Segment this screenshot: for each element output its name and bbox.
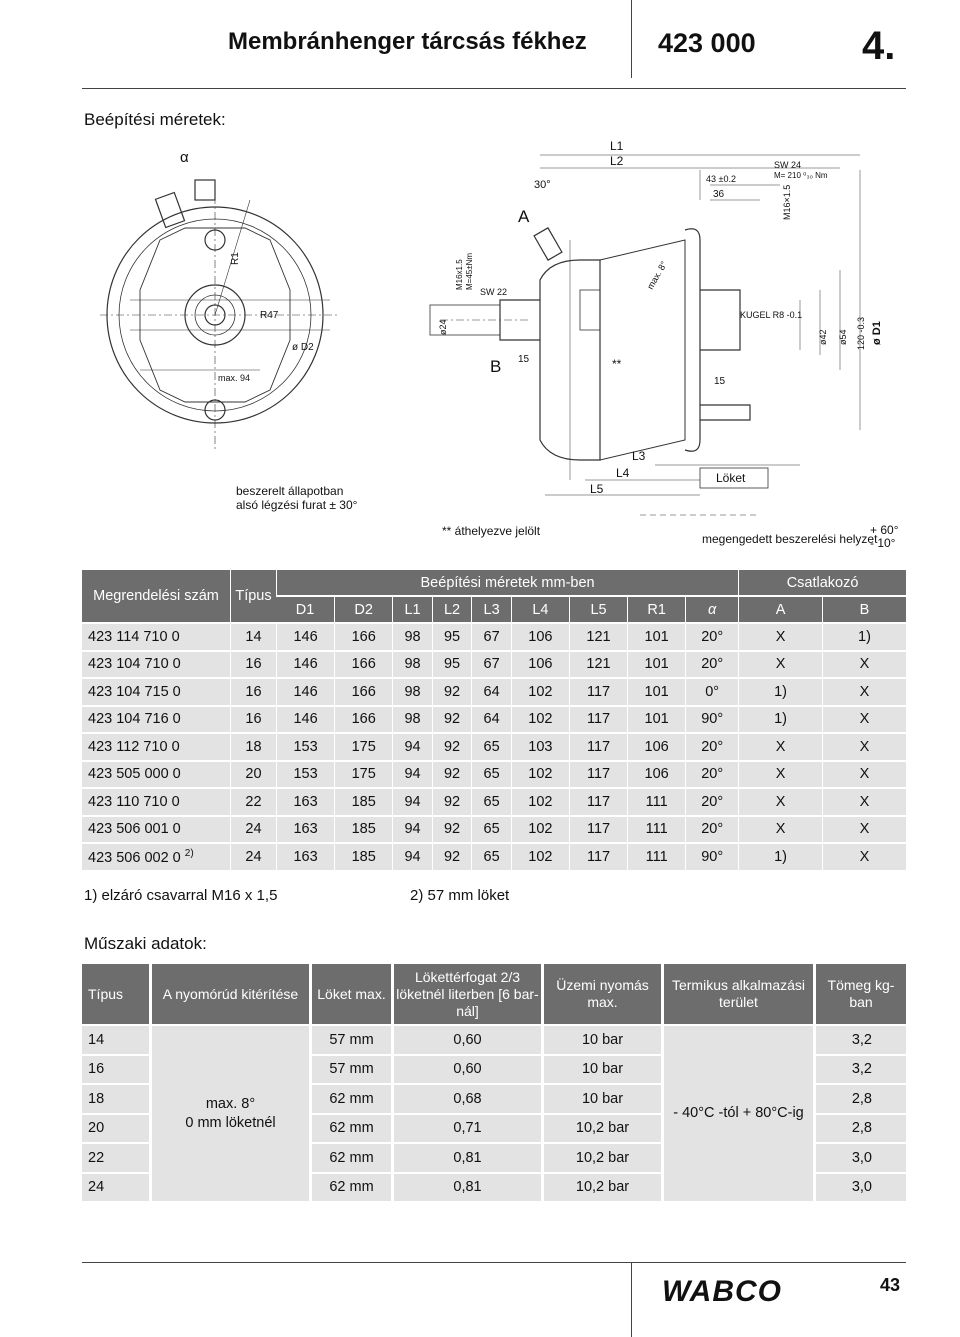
stroke-cell: 57 mm <box>312 1056 394 1086</box>
label-A: A <box>518 207 530 226</box>
table-cell: X <box>822 844 906 872</box>
table-cell: 117 <box>569 844 627 872</box>
table-cell: 106 <box>627 734 685 762</box>
table-cell: 65 <box>471 734 511 762</box>
volume-cell: 0,60 <box>394 1026 544 1056</box>
type-cell: 20 <box>82 1115 152 1145</box>
table-cell: 101 <box>627 679 685 707</box>
table-cell: 92 <box>432 707 472 735</box>
table-cell: 0° <box>685 679 738 707</box>
table-cell: 111 <box>627 789 685 817</box>
volume-cell: 0,71 <box>394 1115 544 1145</box>
table-cell: 166 <box>334 707 392 735</box>
label-L5: L5 <box>590 482 604 496</box>
table-cell: 92 <box>432 762 472 790</box>
table-cell: 1) <box>738 844 822 872</box>
table-cell: X <box>822 707 906 735</box>
page-title: Membránhenger tárcsás fékhez <box>228 28 587 55</box>
type-cell: 18 <box>82 1085 152 1115</box>
header-type: Típus <box>230 570 276 624</box>
table-row <box>82 762 906 790</box>
table-cell: 64 <box>471 707 511 735</box>
table-cell: 92 <box>432 817 472 845</box>
pressure-cell: 10 bar <box>544 1026 664 1056</box>
table-cell: 153 <box>276 762 334 790</box>
header-dimensions-group: Beépítési méretek mm-ben <box>276 570 738 597</box>
label-max94: max. 94 <box>218 373 251 383</box>
order-footnote-ref: 2) <box>184 847 194 859</box>
drawing-note-right: megengedett beszerelési helyzet <box>702 532 878 546</box>
table-cell: 16 <box>230 707 276 735</box>
footnote-1: 1) elzáró csavarral M16 x 1,5 <box>84 887 278 904</box>
header-col-l2: L2 <box>432 597 472 624</box>
label-L2: L2 <box>610 154 624 168</box>
table-cell: 94 <box>392 762 432 790</box>
label-dim15b: 15 <box>714 376 726 387</box>
drawing-tolerance <box>870 524 899 550</box>
table-cell: 90° <box>685 707 738 735</box>
order-number: 423 104 715 0 <box>88 683 181 700</box>
order-number-cell <box>82 817 230 845</box>
table-cell: 146 <box>276 652 334 680</box>
table-cell: 94 <box>392 734 432 762</box>
table-cell: 67 <box>471 624 511 652</box>
table-cell: 166 <box>334 652 392 680</box>
table-cell: 20° <box>685 652 738 680</box>
table-cell: 95 <box>432 624 472 652</box>
table-cell: X <box>738 624 822 652</box>
header-type: Típus <box>82 964 152 1026</box>
table-cell: 117 <box>569 762 627 790</box>
table-cell: 106 <box>627 762 685 790</box>
table-cell: X <box>822 817 906 845</box>
table-cell: 16 <box>230 652 276 680</box>
label-D2: ø D2 <box>292 342 314 353</box>
stroke-cell: 62 mm <box>312 1144 394 1174</box>
table-cell: 95 <box>432 652 472 680</box>
header-col-l1: L1 <box>392 597 432 624</box>
mass-cell: 3,2 <box>816 1026 906 1056</box>
order-number-cell <box>82 762 230 790</box>
table-cell: 92 <box>432 679 472 707</box>
label-30deg: 30° <box>534 179 551 191</box>
order-number: 423 112 710 0 <box>88 738 180 755</box>
label-alpha: α <box>180 149 189 166</box>
table-cell: X <box>822 679 906 707</box>
table-cell: 185 <box>334 817 392 845</box>
table-cell: 163 <box>276 789 334 817</box>
table-cell: 65 <box>471 762 511 790</box>
stroke-cell: 57 mm <box>312 1026 394 1056</box>
header-pressure: Üzemi nyomás max. <box>544 964 664 1026</box>
header-col-alpha: α <box>685 597 738 624</box>
pressure-cell: 10 bar <box>544 1085 664 1115</box>
label-torque210: M= 210 ⁰₃₀ Nm <box>774 171 828 180</box>
table-cell: 65 <box>471 817 511 845</box>
table-cell: 102 <box>511 844 569 872</box>
table-cell: 65 <box>471 844 511 872</box>
order-number-cell <box>82 624 230 652</box>
table-cell: 92 <box>432 789 472 817</box>
table-cell: 98 <box>392 707 432 735</box>
table-cell: 98 <box>392 652 432 680</box>
table-cell: 18 <box>230 734 276 762</box>
table-cell: 185 <box>334 789 392 817</box>
table-row <box>82 624 906 652</box>
table-row <box>82 789 906 817</box>
table-cell: 101 <box>627 652 685 680</box>
order-number: 423 110 710 0 <box>88 793 180 810</box>
table-cell: 16 <box>230 679 276 707</box>
volume-cell: 0,81 <box>394 1174 544 1204</box>
label-loket: Löket <box>716 471 746 485</box>
header-order-number: Megrendelési szám <box>82 570 230 624</box>
page-number: 43 <box>880 1275 901 1295</box>
order-number: 423 505 000 0 <box>88 766 181 783</box>
table-cell: X <box>822 762 906 790</box>
tolerance-minus: - 10° <box>870 536 896 550</box>
table-row <box>82 817 906 845</box>
section-title-dimensions: Beépítési méretek: <box>84 110 226 129</box>
table-cell: 146 <box>276 707 334 735</box>
table-row <box>82 707 906 735</box>
label-L4: L4 <box>616 466 630 480</box>
table-cell: 98 <box>392 624 432 652</box>
order-number: 423 104 716 0 <box>88 711 181 728</box>
table-cell: 153 <box>276 734 334 762</box>
temperature-cell: - 40°C -tól + 80°C-ig <box>664 1026 816 1203</box>
table-cell: 146 <box>276 679 334 707</box>
header-stroke: Löket max. <box>312 964 394 1026</box>
table-cell: 175 <box>334 734 392 762</box>
table-cell: 166 <box>334 679 392 707</box>
product-code: 423 000 <box>658 28 756 58</box>
header-col-r1: R1 <box>627 597 685 624</box>
table-cell: 102 <box>511 762 569 790</box>
label-L1: L1 <box>610 140 624 153</box>
section-title-technical-data: Műszaki adatok: <box>84 934 207 953</box>
footer-divider <box>631 1262 632 1337</box>
label-d120: 120 -0.3 <box>856 316 866 350</box>
table-cell: 20 <box>230 762 276 790</box>
label-d24: ø24 <box>438 319 448 335</box>
note-left-line1: beszerelt állapotban <box>236 484 344 498</box>
table-cell: 101 <box>627 707 685 735</box>
label-D1: ø D1 <box>871 321 883 345</box>
label-dim15a: 15 <box>518 354 530 365</box>
table-cell: 102 <box>511 707 569 735</box>
table-cell: 103 <box>511 734 569 762</box>
table-cell: X <box>738 762 822 790</box>
label-d54: ø54 <box>838 329 848 345</box>
header-volume: Lökettérfogat 2/3 löketnél literben [6 bar-nál] <box>394 964 544 1026</box>
stroke-cell: 62 mm <box>312 1174 394 1204</box>
label-max-angle: max. 8° <box>645 259 670 291</box>
header-connection: Csatlakozó <box>738 570 906 597</box>
table-cell: 163 <box>276 817 334 845</box>
table-cell: 94 <box>392 817 432 845</box>
order-number-cell <box>82 707 230 735</box>
table-cell: 1) <box>738 679 822 707</box>
label-sw24: SW 24 <box>774 160 802 170</box>
deflection-line1: max. 8° <box>205 1095 256 1112</box>
drawing-note-left <box>236 484 357 512</box>
table-cell: 117 <box>569 817 627 845</box>
label-m16b: M16x1.5 <box>455 259 464 290</box>
table-cell: 175 <box>334 762 392 790</box>
type-cell: 16 <box>82 1056 152 1086</box>
table-cell: 117 <box>569 707 627 735</box>
table-row <box>82 844 906 872</box>
pressure-cell: 10,2 bar <box>544 1174 664 1204</box>
table-cell: 166 <box>334 624 392 652</box>
pressure-cell: 10,2 bar <box>544 1144 664 1174</box>
mass-cell: 2,8 <box>816 1085 906 1115</box>
table-cell: 94 <box>392 789 432 817</box>
header-col-d2: D2 <box>334 597 392 624</box>
table-cell: 146 <box>276 624 334 652</box>
label-B: B <box>490 357 502 376</box>
tolerance-plus: + 60° <box>870 523 899 537</box>
table-cell: 102 <box>511 817 569 845</box>
table-cell: 102 <box>511 679 569 707</box>
table-cell: 102 <box>511 789 569 817</box>
technical-data-table <box>82 964 906 1203</box>
order-number-cell <box>82 844 230 872</box>
mass-cell: 3,2 <box>816 1056 906 1086</box>
table-cell: 98 <box>392 679 432 707</box>
table-cell: 14 <box>230 624 276 652</box>
table-cell: 22 <box>230 789 276 817</box>
table-cell: 163 <box>276 844 334 872</box>
type-cell: 22 <box>82 1144 152 1174</box>
header-rod-deflection: A nyomórúd kitérítése <box>152 964 312 1026</box>
table-cell: 101 <box>627 624 685 652</box>
table-cell: 64 <box>471 679 511 707</box>
label-L3: L3 <box>632 449 646 463</box>
type-cell: 14 <box>82 1026 152 1056</box>
order-number: 423 114 710 0 <box>88 628 180 645</box>
technical-drawing <box>100 140 900 560</box>
chapter-number: 4. <box>862 24 896 68</box>
table-row <box>82 652 906 680</box>
footnote-2: 2) 57 mm löket <box>410 887 510 904</box>
table-cell: 185 <box>334 844 392 872</box>
order-number-cell <box>82 789 230 817</box>
order-number-cell <box>82 679 230 707</box>
table-cell: 111 <box>627 817 685 845</box>
table-cell: 94 <box>392 844 432 872</box>
table-cell: X <box>822 789 906 817</box>
stroke-cell: 62 mm <box>312 1085 394 1115</box>
table-cell: 20° <box>685 817 738 845</box>
header-col-a: A <box>738 597 822 624</box>
pressure-cell: 10,2 bar <box>544 1115 664 1145</box>
order-number: 423 104 710 0 <box>88 656 181 673</box>
table-row <box>82 1026 906 1056</box>
table-cell: 20° <box>685 624 738 652</box>
footer-rule <box>82 1262 906 1263</box>
table-cell: 106 <box>511 652 569 680</box>
deflection-line2: 0 mm löketnél <box>185 1114 276 1131</box>
type-cell: 24 <box>82 1174 152 1204</box>
label-sw22: SW 22 <box>480 287 508 297</box>
table-cell: 106 <box>511 624 569 652</box>
table-cell: 90° <box>685 844 738 872</box>
table-cell: X <box>738 734 822 762</box>
header-mass: Tömeg kg-ban <box>816 964 906 1026</box>
label-m16: M16×1.5 <box>782 184 792 220</box>
header-divider <box>631 0 632 78</box>
table-cell: 20° <box>685 762 738 790</box>
table-cell: X <box>738 652 822 680</box>
label-dim43: 43 ±0.2 <box>706 174 736 184</box>
label-dim36: 36 <box>713 189 725 200</box>
header-col-b: B <box>822 597 906 624</box>
label-starstar: ** <box>612 357 622 371</box>
header-temperature: Termikus alkalmazási terület <box>664 964 816 1026</box>
table-cell: X <box>822 734 906 762</box>
label-torque45: M=45±Nm <box>465 252 474 290</box>
table-cell: 92 <box>432 734 472 762</box>
table-cell: 117 <box>569 679 627 707</box>
table-cell: 1) <box>738 707 822 735</box>
table-cell: X <box>822 652 906 680</box>
rod-deflection-cell <box>152 1026 312 1203</box>
table-cell: 111 <box>627 844 685 872</box>
table-cell: 20° <box>685 734 738 762</box>
header-col-d1: D1 <box>276 597 334 624</box>
header-col-l4: L4 <box>511 597 569 624</box>
table-cell: 24 <box>230 817 276 845</box>
table-cell: 121 <box>569 652 627 680</box>
mass-cell: 3,0 <box>816 1174 906 1204</box>
label-kugel: KUGEL R8 -0.1 <box>740 310 803 320</box>
table-cell: 20° <box>685 789 738 817</box>
table-cell: X <box>738 817 822 845</box>
dimensions-table <box>82 570 906 872</box>
table-cell: 92 <box>432 844 472 872</box>
pressure-cell: 10 bar <box>544 1056 664 1086</box>
table-cell: 121 <box>569 624 627 652</box>
table-cell: X <box>738 789 822 817</box>
drawing-note-mid: ** áthelyezve jelölt <box>442 524 541 538</box>
label-R47: R47 <box>260 310 279 321</box>
mass-cell: 2,8 <box>816 1115 906 1145</box>
table-cell: 117 <box>569 734 627 762</box>
stroke-cell: 62 mm <box>312 1115 394 1145</box>
order-number: 423 506 001 0 <box>88 821 181 838</box>
order-number-cell <box>82 734 230 762</box>
table-row <box>82 734 906 762</box>
label-R1: R1 <box>230 252 241 265</box>
table-cell: 1) <box>822 624 906 652</box>
header-col-l3: L3 <box>471 597 511 624</box>
mass-cell: 3,0 <box>816 1144 906 1174</box>
table-row <box>82 679 906 707</box>
note-left-line2: alsó légzési furat ± 30° <box>236 498 358 512</box>
order-number-cell <box>82 652 230 680</box>
table-cell: 65 <box>471 789 511 817</box>
header-rule <box>82 88 906 89</box>
volume-cell: 0,60 <box>394 1056 544 1086</box>
label-d42: ø42 <box>818 329 828 345</box>
volume-cell: 0,81 <box>394 1144 544 1174</box>
volume-cell: 0,68 <box>394 1085 544 1115</box>
table-cell: 117 <box>569 789 627 817</box>
header-col-l5: L5 <box>569 597 627 624</box>
wabco-logo: WABCO <box>662 1275 782 1308</box>
order-number: 423 506 002 0 <box>88 849 181 866</box>
table-cell: 24 <box>230 844 276 872</box>
table-cell: 67 <box>471 652 511 680</box>
